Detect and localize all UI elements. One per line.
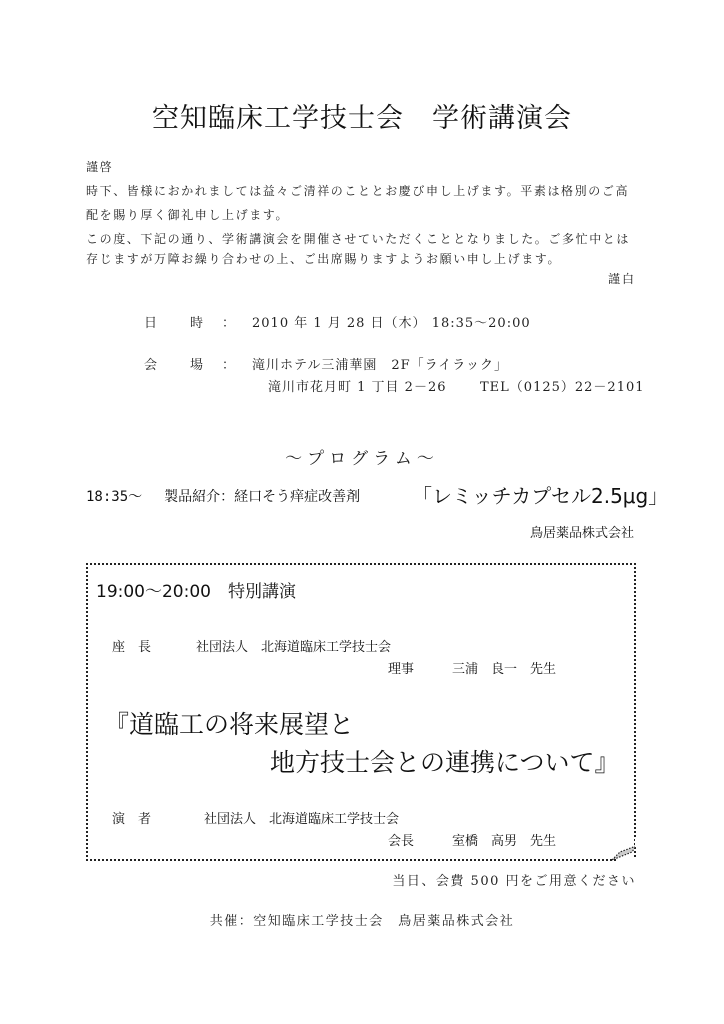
fee-note: 当日、会費 500 円をご用意ください	[392, 874, 636, 889]
speaker-label: 演 者	[112, 812, 152, 827]
letter-line-4: 存じますが万障お繰り合わせの上、ご出席賜りますようお願い申し上げます。	[86, 252, 562, 266]
chair-role: 理事	[388, 662, 415, 677]
chair-label: 座 長	[112, 640, 152, 655]
letter-line-1: 時下、皆様におかれましては益々ご清祥のこととお慶び申し上げます。平素は格別のご高	[86, 184, 630, 198]
date-value: 2010 年 1 月 28 日（木） 18:35～20:00	[252, 316, 531, 331]
venue-value: 滝川ホテル三浦華園 2F「ライラック」	[252, 358, 508, 373]
product-description: 製品紹介：経口そう痒症改善剤	[164, 489, 361, 505]
letter-line-2: 配を賜り厚く御礼申し上げます。	[86, 208, 290, 222]
venue-tel: TEL（0125）22－2101	[480, 380, 645, 395]
speaker-name: 室橋 高男 先生	[452, 834, 557, 849]
letter-line-3: この度、下記の通り、学術講演会を開催させていただくこととなりました。ご多忙中とは	[86, 232, 631, 246]
product-company: 鳥居薬品株式会社	[529, 526, 634, 541]
lecture-title-line-1: 『道臨工の将来展望と	[104, 710, 355, 739]
salutation: 謹啓	[86, 160, 114, 174]
program-heading: ～プログラム～	[285, 449, 439, 469]
venue-label-2: 場	[190, 358, 205, 373]
chair-name: 三浦 良一 先生	[452, 662, 557, 677]
date-label-1: 日	[144, 316, 159, 331]
folded-corner-icon	[612, 838, 638, 862]
product-name: 「レミッチカプセル2.5μg」	[412, 484, 669, 508]
venue-address: 滝川市花月町 1 丁目 2－26	[268, 380, 447, 395]
product-line	[86, 486, 360, 506]
date-colon: ：	[222, 316, 237, 331]
venue-colon: ：	[222, 358, 237, 373]
cohost-line: 共催：空知臨床工学技士会 鳥居薬品株式会社	[209, 914, 515, 929]
date-label-2: 時	[190, 316, 205, 331]
lecture-title-line-2: 地方技士会との連携について』	[270, 748, 620, 777]
speaker-org: 社団法人 北海道臨床工学技士会	[204, 812, 400, 827]
venue-label-1: 会	[144, 358, 159, 373]
speaker-role: 会長	[388, 834, 415, 849]
product-time: 18:35～	[86, 489, 143, 505]
closing: 謹白	[607, 272, 636, 286]
page-title: 空知臨床工学技士会 学術講演会	[152, 103, 572, 134]
special-lecture-title: 19:00～20:00 特別講演	[96, 582, 296, 602]
chair-org: 社団法人 北海道臨床工学技士会	[196, 640, 392, 655]
